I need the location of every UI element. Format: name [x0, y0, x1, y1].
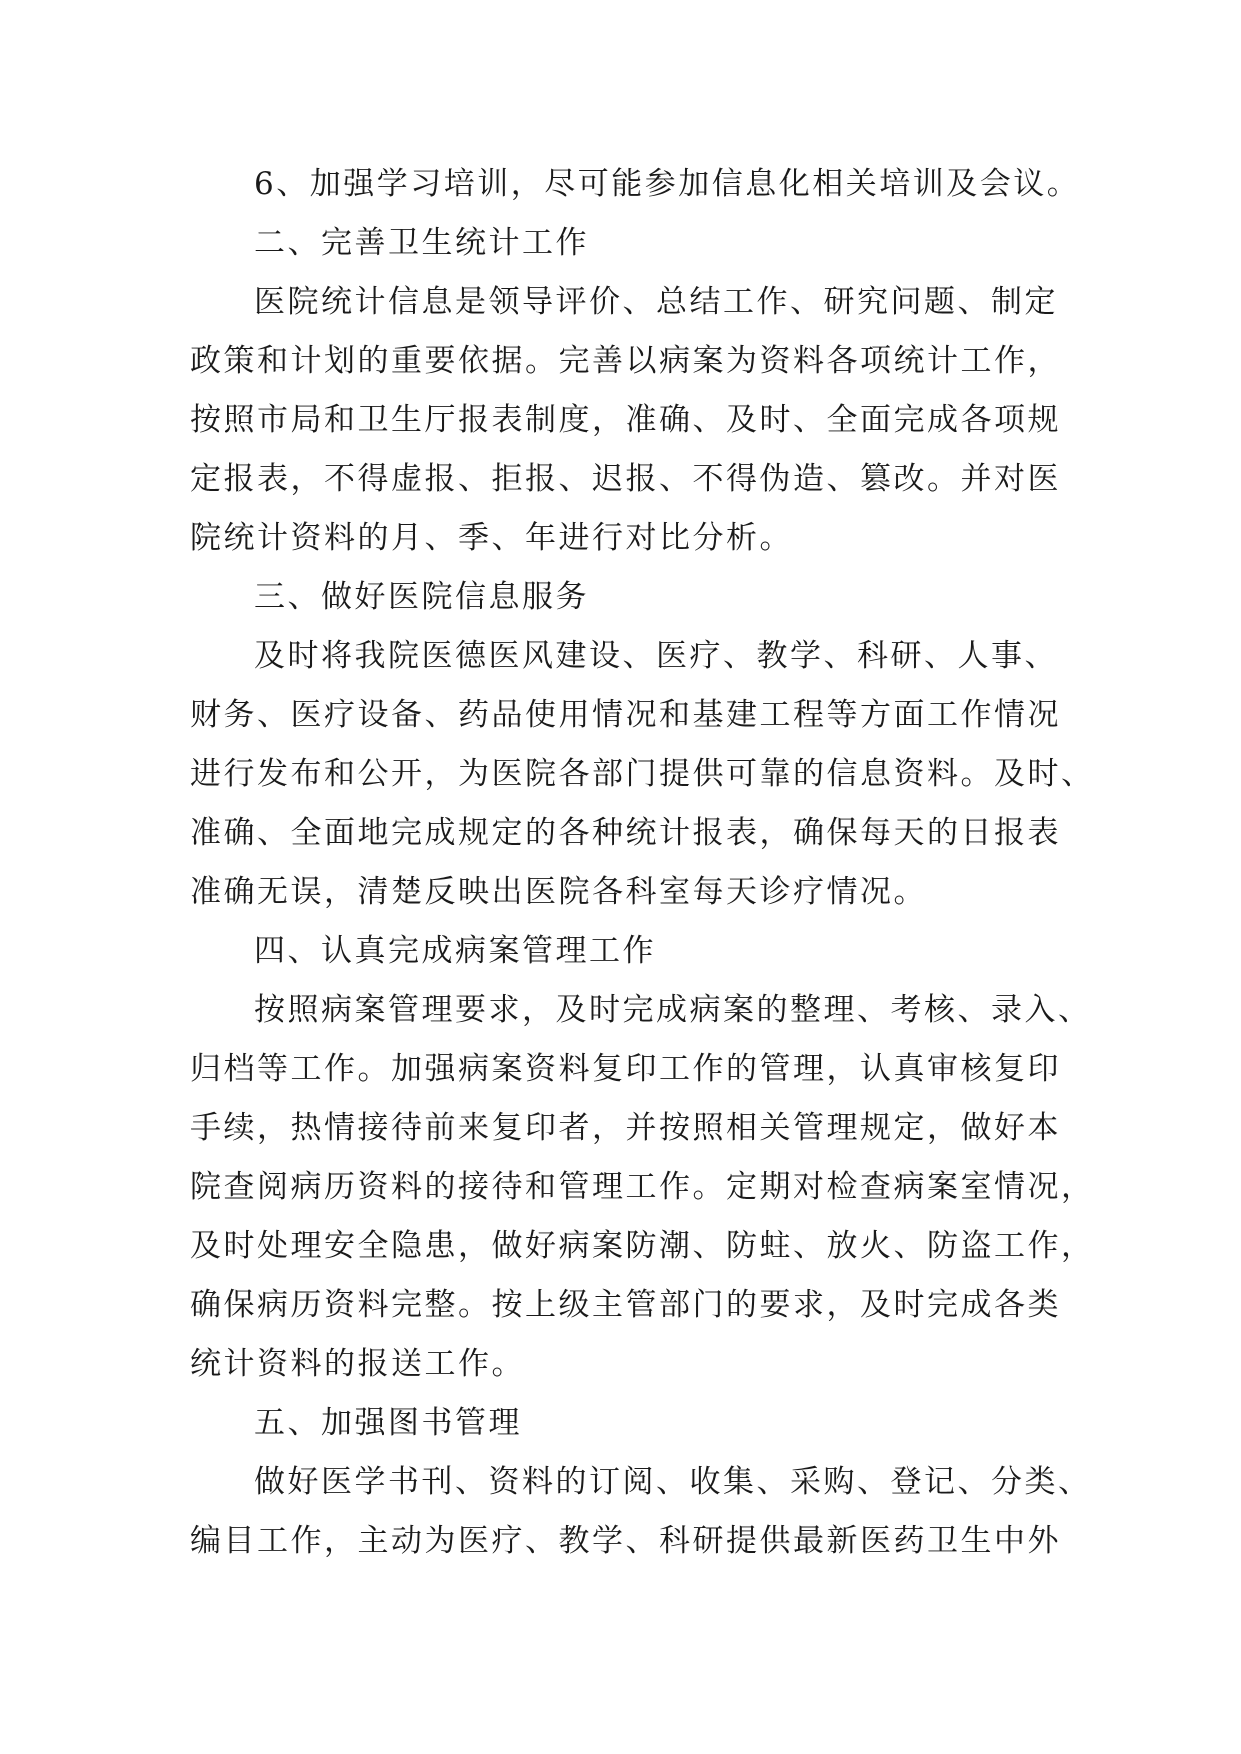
paragraph-line: 按照病案管理要求，及时完成病案的整理、考核、录入、 — [254, 992, 1092, 1028]
section-heading-5: 五、加强图书管理 — [254, 1405, 522, 1441]
paragraph-line: 归档等工作。加强病案资料复印工作的管理，认真审核复印 — [190, 1051, 1061, 1087]
paragraph-line: 及时将我院医德医风建设、医疗、教学、科研、人事、 — [254, 638, 1058, 674]
paragraph-line: 统计资料的报送工作。 — [190, 1346, 525, 1382]
paragraph-line: 准确无误，清楚反映出医院各科室每天诊疗情况。 — [190, 874, 927, 910]
paragraph-line: 院统计资料的月、季、年进行对比分析。 — [190, 520, 793, 556]
paragraph-line: 编目工作，主动为医疗、教学、科研提供最新医药卫生中外 — [190, 1523, 1061, 1559]
paragraph-line: 政策和计划的重要依据。完善以病案为资料各项统计工作， — [190, 343, 1061, 379]
paragraph-line: 财务、医疗设备、药品使用情况和基建工程等方面工作情况 — [190, 697, 1061, 733]
paragraph-line: 准确、全面地完成规定的各种统计报表，确保每天的日报表 — [190, 815, 1061, 851]
paragraph-line: 院查阅病历资料的接待和管理工作。定期对检查病案室情况， — [190, 1169, 1095, 1205]
section-heading-4: 四、认真完成病案管理工作 — [254, 933, 656, 969]
paragraph-line: 按照市局和卫生厅报表制度，准确、及时、全面完成各项规 — [190, 402, 1061, 438]
paragraph-item-6: 6、加强学习培训，尽可能参加信息化相关培训及会议。 — [254, 166, 1081, 202]
paragraph-line: 手续，热情接待前来复印者，并按照相关管理规定，做好本 — [190, 1110, 1061, 1146]
section-heading-3: 三、做好医院信息服务 — [254, 579, 589, 615]
paragraph-line: 及时处理安全隐患，做好病案防潮、防蛀、放火、防盗工作， — [190, 1228, 1095, 1264]
paragraph-line: 医院统计信息是领导评价、总结工作、研究问题、制定 — [254, 284, 1058, 320]
paragraph-line: 做好医学书刊、资料的订阅、收集、采购、登记、分类、 — [254, 1464, 1092, 1500]
paragraph-line: 确保病历资料完整。按上级主管部门的要求，及时完成各类 — [190, 1287, 1061, 1323]
section-heading-2: 二、完善卫生统计工作 — [254, 225, 589, 261]
paragraph-line: 进行发布和公开，为医院各部门提供可靠的信息资料。及时、 — [190, 756, 1095, 792]
paragraph-line: 定报表，不得虚报、拒报、迟报、不得伪造、篡改。并对医 — [190, 461, 1061, 497]
